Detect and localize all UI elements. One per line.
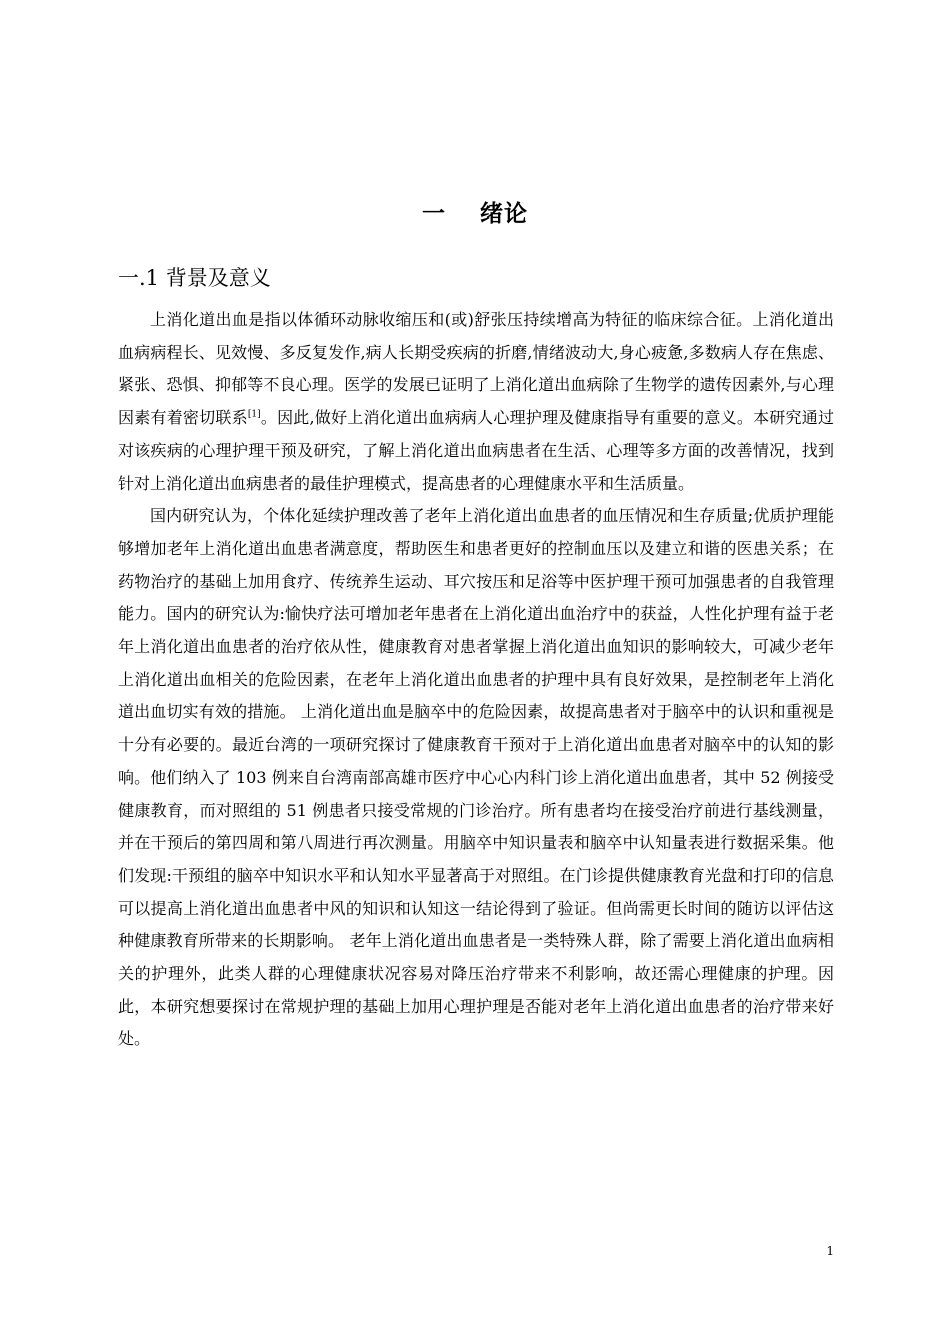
section-heading: 一.1 背景及意义 [118, 266, 271, 290]
body-text [118, 304, 834, 1056]
paragraph-1-text-after-citation: 。因此,做好上消化道出血病病人心理护理及健康指导有重要的意义。本研究通过对该疾病的心理护理干预及研究，了解上消化道出血病患者在生活、心理等多方面的改善情况，找到针对上消化道出血病患者的最佳护理模式，提高患者的心理健康水平和生活质量。 [118, 408, 834, 493]
paragraph-1 [118, 304, 834, 500]
paragraph-1-text-before-citation: 上消化道出血是指以体循环动脉收缩压和(或)舒张压持续增高为特征的临床综合征。上消化道出血病病程长、见效慢、多反复发作,病人长期受疾病的折磨,情绪波动大,身心疲惫,多数病人存在焦虑、紧张、恐惧、抑郁等不良心理。医学的发展已证明了上消化道出血病除了生物学的遗传因素外,与心理因素有着密切联系 [118, 310, 834, 428]
citation-reference: [1] [247, 409, 261, 420]
page-number: 1 [826, 1244, 834, 1258]
chapter-title-text: 绪论 [480, 200, 528, 227]
chapter-title [0, 195, 950, 228]
chapter-number: 一 [422, 200, 446, 227]
paragraph-2: 国内研究认为，个体化延续护理改善了老年上消化道出血患者的血压情况和生存质量;优质护理能够增加老年上消化道出血患者满意度，帮助医生和患者更好的控制血压以及建立和谐的医患关系；在药物治疗的基础上加用食疗、传统养生运动、耳穴按压和足浴等中医护理干预可加强患者的自我管理能力。国内的研究认为:愉快疗法可增加老年患者在上消化道出血治疗中的获益，人性化护理有益于老年上消化道出血患者的治疗依从性，健康教育对患者掌握上消化道出血知识的影响较大，可减少老年上消化道出血相关的危险因素，在老年上消化道出血患者的护理中具有良好效果，是控制老年上消化道出血切实有效的措施。 上消化道出血是脑卒中的危险因素，故提高患者对于脑卒中的认识和重视是十分有必要的。最近台湾的一项研究探讨了健康教育干预对于上消化道出血患者对脑卒中的认知的影响。他们纳入了 103 例来自台湾南部高雄市医疗中心心内科门诊上消化道出血患者，其中 52 例接受健康教育，而对照组的 51 例患者只接受常规的门诊治疗。所有患者均在接受治疗前进行基线测量，并在干预后的第四周和第八周进行再次测量。用脑卒中知识量表和脑卒中认知量表进行数据采集。他们发现:干预组的脑卒中知识水平和认知水平显著高于对照组。在门诊提供健康教育光盘和打印的信息可以提高上消化道出血患者中风的知识和认知这一结论得到了验证。但尚需更长时间的随访以评估这种健康教育所带来的长期影响。 老年上消化道出血患者是一类特殊人群，除了需要上消化道出血病相关的护理外，此类人群的心理健康状况容易对降压治疗带来不利影响，故还需心理健康的护理。因此，本研究想要探讨在常规护理的基础上加用心理护理是否能对老年上消化道出血患者的治疗带来好处。 [118, 506, 834, 1049]
